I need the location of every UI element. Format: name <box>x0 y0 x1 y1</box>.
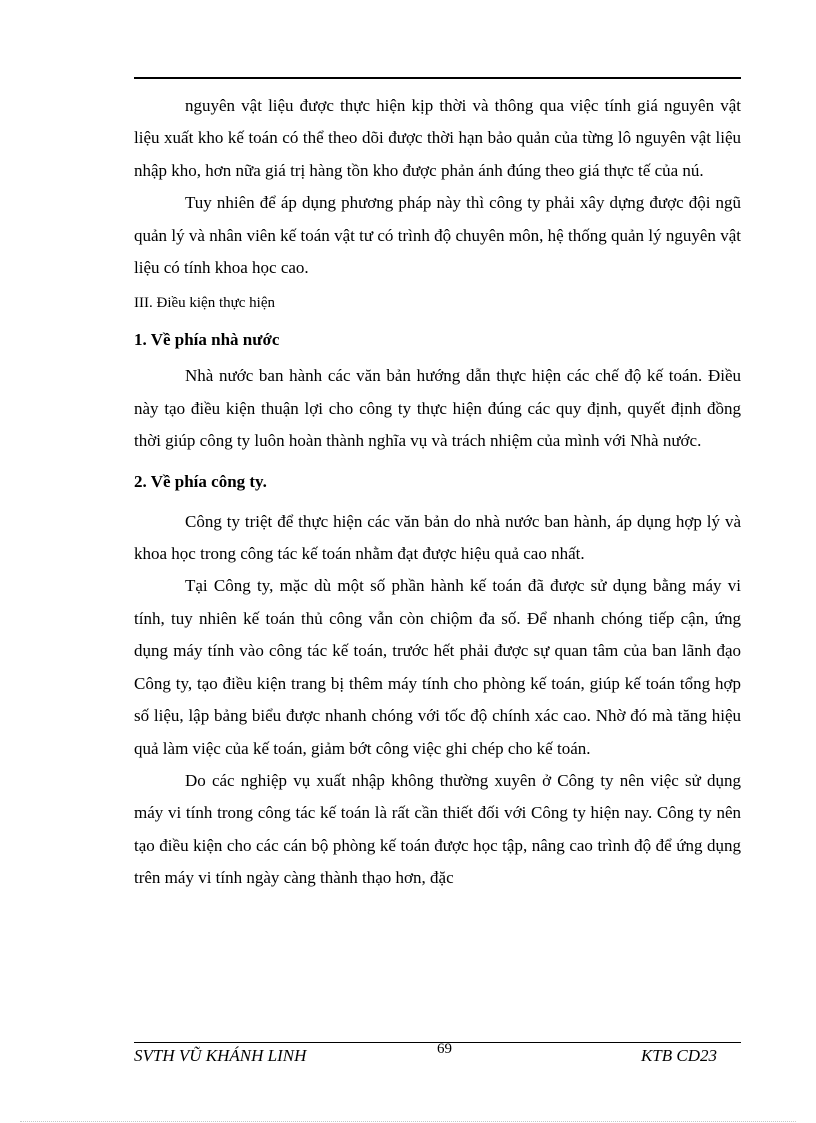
paragraph-intro-2: Tuy nhiên để áp dụng phương pháp này thì công ty phải xây dựng được đội ngũ quản lý và nhân viên kế toán vật tư có trình độ chuyên môn, hệ thống quản lý nguyên vật liệu có tính khoa học cao. <box>134 193 741 278</box>
page-footer <box>134 1043 741 1067</box>
subsection-1-paragraph: Nhà nước ban hành các văn bản hướng dẫn thực hiện các chế độ kế toán. Điều này tạo điều kiện thuận lợi cho công ty thực hiện đúng các quy định, quyết định đồng thời giúp công ty luôn hoàn thành nghĩa vụ và trách nhiệm của mình với Nhà nước. <box>134 366 741 451</box>
footer-author: SVTH VŨ KHÁNH LINH <box>134 1046 307 1065</box>
footer-class-code: KTB CD23 <box>640 1046 717 1065</box>
subsection-2-title: 2. Về phía công ty. <box>134 471 267 491</box>
page-body <box>134 90 741 895</box>
subsection-2-paragraph-3: Do các nghiệp vụ xuất nhập không thường xuyên ở Công ty nên việc sử dụng máy vi tính trong công tác kế toán là rất cần thiết đối với Công ty hiện nay. Công ty nên tạo điều kiện cho các cán bộ phòng kế toán được học tập, nâng cao trình độ để ứng dụng trên máy vi tính ngày càng thành thạo hơn, đặc <box>134 770 741 888</box>
footer-page-number: 69 <box>437 1041 452 1057</box>
subsection-2-paragraph-1: Công ty triệt để thực hiện các văn bản do nhà nước ban hành, áp dụng hợp lý và khoa học trong công tác kế toán nhằm đạt được hiệu quả cao nhất. <box>134 511 741 564</box>
header-rule <box>134 77 741 79</box>
paragraph-intro-1: nguyên vật liệu được thực hiện kịp thời và thông qua việc tính giá nguyên vật liệu xuất kho kế toán có thể theo dõi được thời hạn bảo quản của từng lô nguyên vật liệu nhập kho, hơn nữa giá trị hàng tồn kho được phản ánh đúng theo giá thực tế của nú. <box>134 96 741 180</box>
section-title: III. Điều kiện thực hiện <box>134 295 275 312</box>
subsection-2-paragraph-2: Tại Công ty, mặc dù một số phần hành kế toán đã được sử dụng bằng máy vi tính, tuy nhiên kế toán thủ công vẫn còn chiộm đa số. Để nhanh chóng tiếp cận, ứng dụng máy tính vào công tác kế toán, trước hết phải được sự quan tâm của ban lãnh đạo Công ty, tạo điều kiện trang bị thêm máy tính cho phòng kế toán, giúp kế toán tổng hợp số liệu, lập bảng biểu được nhanh chóng với tốc độ chính xác cao. Nhờ đó mà tăng hiệu quả làm việc của kế toán, giảm bớt công việc ghi chép cho kế toán. <box>134 576 741 758</box>
subsection-1-title: 1. Về phía nhà nước <box>134 330 280 350</box>
page-edge-divider <box>20 1121 796 1122</box>
